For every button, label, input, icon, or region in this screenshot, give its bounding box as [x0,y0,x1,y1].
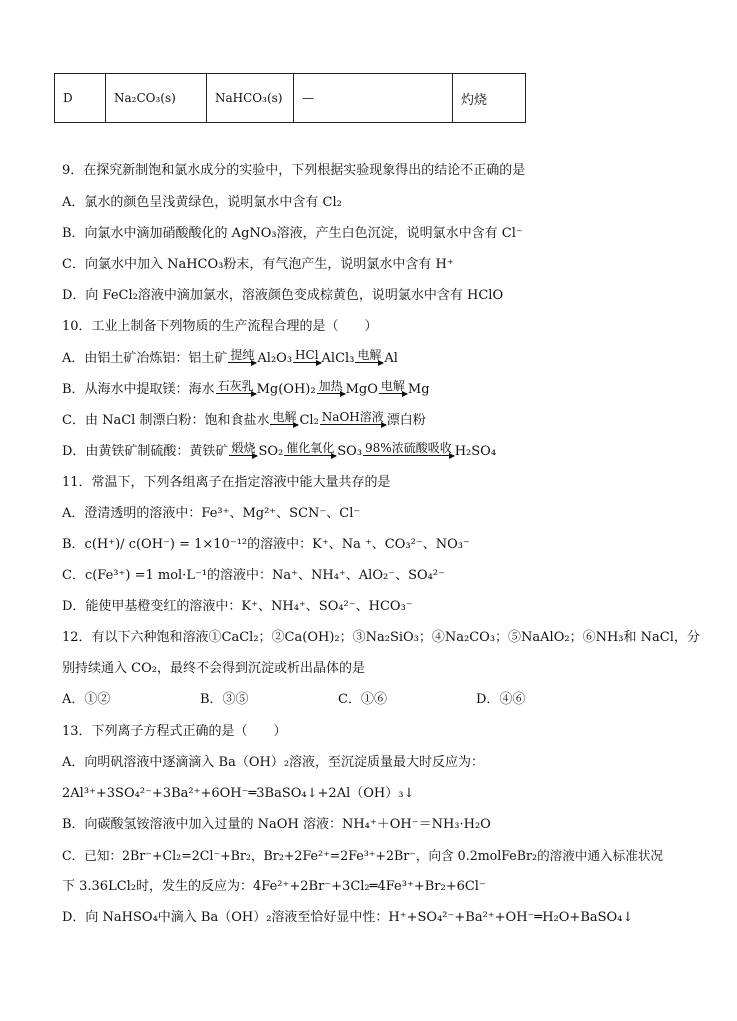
question-13-option-c-cont: 下 3.36LCl₂时，发生的反应为：4Fe²⁺+2Br⁻+3Cl₂═4Fe³⁺+Br₂+6Cl⁻ [62,879,486,894]
question-9-stem: 9．在探究新制饱和氯水成分的实验中，下列根据实验现象得出的结论不正确的是 [62,163,526,178]
question-10-option-c [62,411,426,430]
reagent-table [54,73,526,123]
option-text: B．从海水中提取镁：海水 [62,382,215,397]
reaction-arrow: 98%浓硫酸吸收 [365,441,452,455]
option-c: C．①⑥ [338,692,387,707]
table-cell: D [55,74,106,123]
option-d: D．④⑥ [476,692,526,707]
question-10-stem: 10．工业上制备下列物质的生产流程合理的是（ ） [62,319,378,334]
formula: H₂SO₄ [454,444,497,459]
question-13-option-b: B．向碳酸氢铵溶液中加入过量的 NaOH 溶液：NH₄⁺＋OH⁻＝NH₃·H₂O [62,817,491,832]
question-13-stem: 13．下列离子方程式正确的是（ ） [62,724,287,739]
reaction-arrow: NaOH溶液 [321,410,384,424]
formula: Mg [407,382,430,397]
question-11-stem: 11．常温下，下列各组离子在指定溶液中能大量共存的是 [62,475,391,490]
question-12-stem: 12．有以下六种饱和溶液①CaCl₂；②Ca(OH)₂；③Na₂SiO₃；④Na₂CO₃；⑤NaAlO₂；⑥NH₃和 NaCl，分 [62,630,700,645]
table-cell: — [294,74,453,123]
formula: Cl₂ [299,413,319,428]
question-9-option-d: D．向 FeCl₂溶液中滴加氯水，溶液颜色变成棕黄色，说明氯水中含有 HClO [62,288,504,303]
option-text: C．由 NaCl 制漂白粉：饱和食盐水 [62,413,270,428]
question-13-option-d: D．向 NaHSO₄中滴入 Ba（OH）₂溶液至恰好显中性：H⁺+SO₄²⁻+Ba²⁺+OH⁻═H₂O+BaSO₄↓ [62,910,634,925]
question-12-stem-cont: 别持续通入 CO₂，最终不会得到沉淀或析出晶体的是 [62,661,365,676]
reaction-arrow: 石灰乳 [217,379,254,393]
question-12-options [62,691,614,709]
question-11-option-c: C．c(Fe³⁺) =1 mol·L⁻¹的溶液中：Na⁺、NH₄⁺、AlO₂⁻、SO₄²⁻ [62,568,445,583]
question-13-option-a: A．向明矾溶液中逐滴滴入 Ba（OH）₂溶液，至沉淀质量最大时反应为： [62,755,485,770]
question-11-option-b: B．c(H⁺)/ c(OH⁻) = 1×10⁻¹²的溶液中：K⁺、Na ⁺、CO₃²⁻、NO₃⁻ [62,537,470,552]
formula: 漂白粉 [386,413,426,428]
formula: Mg(OH)₂ [256,382,316,397]
reaction-arrow: 加热 [318,379,343,393]
question-13-option-a-equation: 2Al³⁺+3SO₄²⁻+3Ba²⁺+6OH⁻═3BaSO₄↓+2Al（OH）₃↓ [62,786,415,801]
formula: Al₂O₃ [257,351,293,366]
reaction-arrow: 提纯 [230,348,255,362]
reaction-arrow: 催化氧化 [286,441,335,455]
formula: SO₃ [337,444,363,459]
question-10-option-b [62,380,430,399]
formula: Al [384,351,398,366]
formula: MgO [345,382,378,397]
reaction-arrow: 电解 [357,348,382,362]
table-cell: NaHCO₃(s) [207,74,294,123]
question-11-option-d: D．能使甲基橙变红的溶液中：K⁺、NH₄⁺、SO₄²⁻、HCO₃⁻ [62,599,413,614]
option-text: A．由铝土矿冶炼铝：铝土矿 [62,351,228,366]
table-cell: 灼烧 [453,74,526,123]
question-13-option-c: C．已知：2Br⁻+Cl₂=2Cl⁻+Br₂，Br₂+2Fe²⁺=2Fe³⁺+2Br⁻，向含 0.2molFeBr₂的溶液中通入标准状况 [62,848,664,863]
table-row [55,74,526,123]
table-cell: Na₂CO₃(s) [106,74,207,123]
option-b: B．③⑤ [200,692,249,707]
reaction-arrow: 电解 [272,410,297,424]
question-9-option-b: B．向氯水中滴加硝酸酸化的 AgNO₃溶液，产生白色沉淀，说明氯水中含有 Cl⁻ [62,226,523,241]
question-9-option-c: C．向氯水中加入 NaHCO₃粉末，有气泡产生，说明氯水中含有 H⁺ [62,257,454,272]
option-a: A．①② [62,692,111,707]
reaction-arrow: 电解 [380,379,405,393]
question-9-option-a: A．氯水的颜色呈浅黄绿色，说明氯水中含有 Cl₂ [62,195,342,210]
question-10-option-a [62,349,398,368]
question-11-option-a: A．澄清透明的溶液中：Fe³⁺、Mg²⁺、SCN⁻、Cl⁻ [62,506,361,521]
formula: SO₂ [258,444,284,459]
formula: AlCl₃ [321,351,355,366]
reaction-arrow: 煅烧 [231,441,256,455]
question-10-option-d [62,442,496,461]
reaction-arrow: HCl [295,348,319,362]
option-text: D．由黄铁矿制硫酸：黄铁矿 [62,444,229,459]
